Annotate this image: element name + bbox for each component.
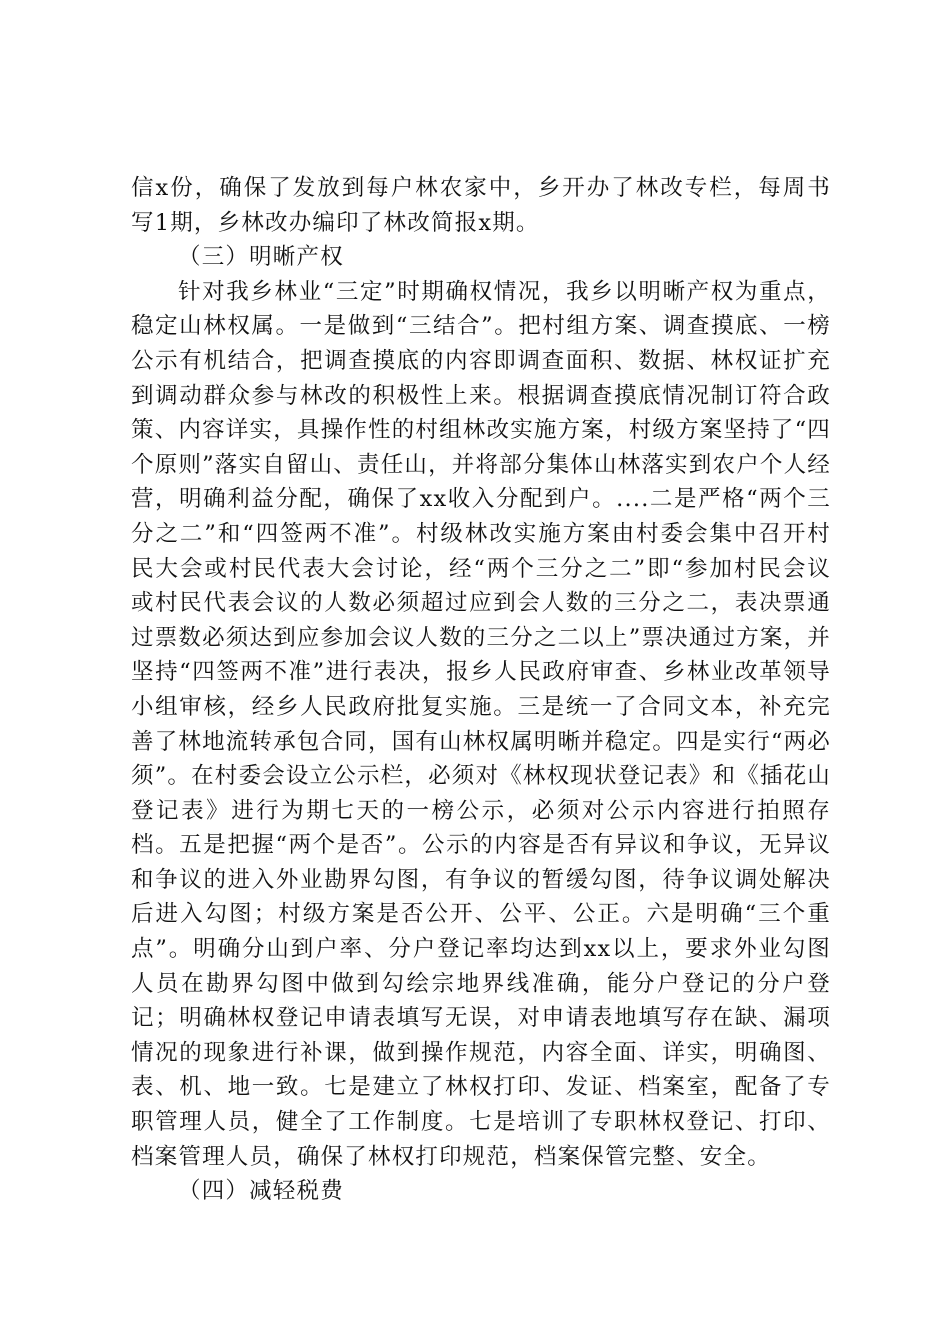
paragraph-continued: 信x份，确保了发放到每户林农家中，乡开办了林改专栏，每周书写1期，乡林改办编印了林改简报x期。 — [131, 175, 831, 236]
document-body — [131, 171, 831, 1209]
section-heading-3: （三）明晰产权 — [178, 244, 344, 271]
section-heading-4: （四）减轻税费 — [178, 1178, 344, 1205]
paragraph-body: 针对我乡林业“三定”时期确权情况，我乡以明晰产权为重点，稳定山林权属。一是做到“三结合”。把村组方案、调查摸底、一榜公示有机结合，把调查摸底的内容即调查面积、数据、林权证扩充到调动群众参与林改的积极性上来。根据调查摸底情况制订符合政策、内容详实，具操作性的村组林改实施方案，村级方案坚持了“四个原则”落实自留山、责任山，并将部分集体山林落实到农户个人经营，明确利益分配，确保了xx收入分配到户。....二是严格“两个三分之二”和“四签两不准”。村级林改实施方案由村委会集中召开村民大会或村民代表大会讨论，经“两个三分之二”即“参加村民会议或村民代表会议的人数必须超过应到会人数的三分之二，表决票通过票数必须达到应参加会议人数的三分之二以上”票决通过方案，并坚持“四签两不准”进行表决，报乡人民政府审查、乡林业改革领导小组审核，经乡人民政府批复实施。三是统一了合同文本，补充完善了林地流转承包合同，国有山林权属明晰并稳定。四是实行“两必须”。在村委会设立公示栏，必须对《林权现状登记表》和《插花山登记表》进行为期七天的一榜公示，必须对公示内容进行拍照存档。五是把握“两个是否”。公示的内容是否有异议和争议，无异议和争议的进入外业勘界勾图，有争议的暂缓勾图，待争议调处解决后进入勾图；村级方案是否公开、公平、公正。六是明确“三个重点”。明确分山到户率、分户登记率均达到xx以上，要求外业勾图人员在勘界勾图中做到勾绘宗地界线准确，能分户登记的分户登记；明确林权登记申请表填写无误，对申请表地填写存在缺、漏项情况的现象进行补课，做到操作规范，内容全面、详实，明确图、表、机、地一致。七是建立了林权打印、发证、档案室，配备了专职管理人员，健全了工作制度。七是培训了专职林权登记、打印、档案管理人员，确保了林权打印规范，档案保管完整、安全。 — [131, 278, 832, 1170]
